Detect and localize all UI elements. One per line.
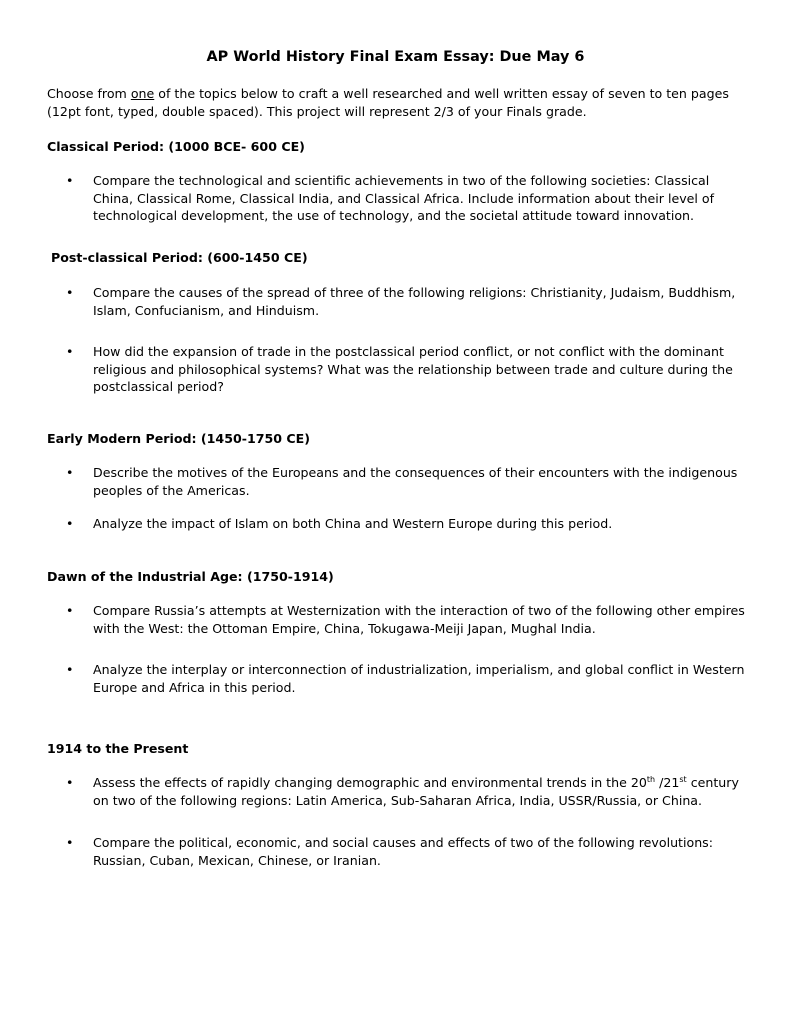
list-item	[65, 515, 745, 533]
text-segment: century on two of the following regions: Latin America, Sub-Saharan Africa, India, USSR/Russia, or China.	[93, 775, 739, 808]
intro-text-end: of the topics below to craft a well researched and well written essay of seven to ten pages (12pt font, typed, double spaced). This project will represent 2/3 of your Finals grade.	[47, 86, 729, 119]
intro-paragraph	[47, 85, 747, 120]
bullet-icon: •	[66, 465, 74, 480]
list-item	[65, 774, 745, 809]
section-heading-classical: Classical Period: (1000 BCE- 600 CE)	[47, 139, 305, 154]
superscript: st	[679, 774, 687, 784]
list-item-text: Compare Russia’s attempts at Westernization with the interaction of two of the following other empires with the West: the Ottoman Empire, China, Tokugawa-Meiji Japan, Mughal India.	[93, 603, 745, 636]
list-item	[65, 464, 745, 499]
document-title: AP World History Final Exam Essay: Due May 6	[206, 49, 585, 65]
bullet-icon: •	[66, 516, 74, 531]
bullet-icon: •	[66, 285, 74, 300]
bullet-icon: •	[66, 173, 74, 188]
list-item-text: Compare the causes of the spread of three of the following religions: Christianity, Judaism, Buddhism, Islam, Confucianism, and Hinduism.	[93, 285, 736, 318]
list-item-text: Describe the motives of the Europeans and the consequences of their encounters with the indigenous peoples of the Americas.	[93, 465, 738, 498]
superscript: th	[646, 774, 656, 784]
section-heading-industrial-age: Dawn of the Industrial Age: (1750-1914)	[47, 569, 334, 584]
list-item	[65, 343, 745, 396]
bullet-icon: •	[66, 662, 74, 677]
section-heading-1914-present: 1914 to the Present	[47, 741, 189, 756]
text-segment: /21	[655, 775, 680, 790]
bullet-icon: •	[66, 344, 74, 359]
section-heading-early-modern: Early Modern Period: (1450-1750 CE)	[47, 431, 310, 446]
section-heading-postclassical: Post-classical Period: (600-1450 CE)	[51, 250, 308, 265]
list-item-text: Analyze the interplay or interconnection of industrialization, imperialism, and global conflict in Western Europe and Africa in this period.	[93, 662, 745, 695]
intro-underlined-word: one	[130, 86, 155, 101]
text-segment: Assess the effects of rapidly changing demographic and environmental trends in the 20	[93, 775, 647, 790]
list-item-text: How did the expansion of trade in the postclassical period conflict, or not conflict with the dominant religious and philosophical systems? What was the relationship between trade and culture during the postclassical period?	[93, 344, 733, 395]
list-item-text: Analyze the impact of Islam on both China and Western Europe during this period.	[93, 516, 613, 531]
list-item	[65, 661, 745, 696]
bullet-icon: •	[66, 835, 74, 850]
bullet-icon: •	[66, 603, 74, 618]
intro-text-start: Choose from	[47, 86, 131, 101]
list-item	[65, 284, 745, 319]
list-item-text: Compare the political, economic, and social causes and effects of two of the following revolutions: Russian, Cuban, Mexican, Chinese, or Iranian.	[93, 835, 713, 868]
list-item	[65, 834, 745, 869]
list-item	[65, 602, 745, 637]
list-item-text: Compare the technological and scientific achievements in two of the following societies: Classical China, Classical Rome, Classical India, and Classical Africa. Include information about their level of technological development, the use of technology, and the societal attitude toward innovation.	[93, 173, 715, 224]
list-item	[65, 172, 745, 225]
list-item-text	[93, 775, 739, 808]
bullet-icon: •	[66, 775, 74, 790]
